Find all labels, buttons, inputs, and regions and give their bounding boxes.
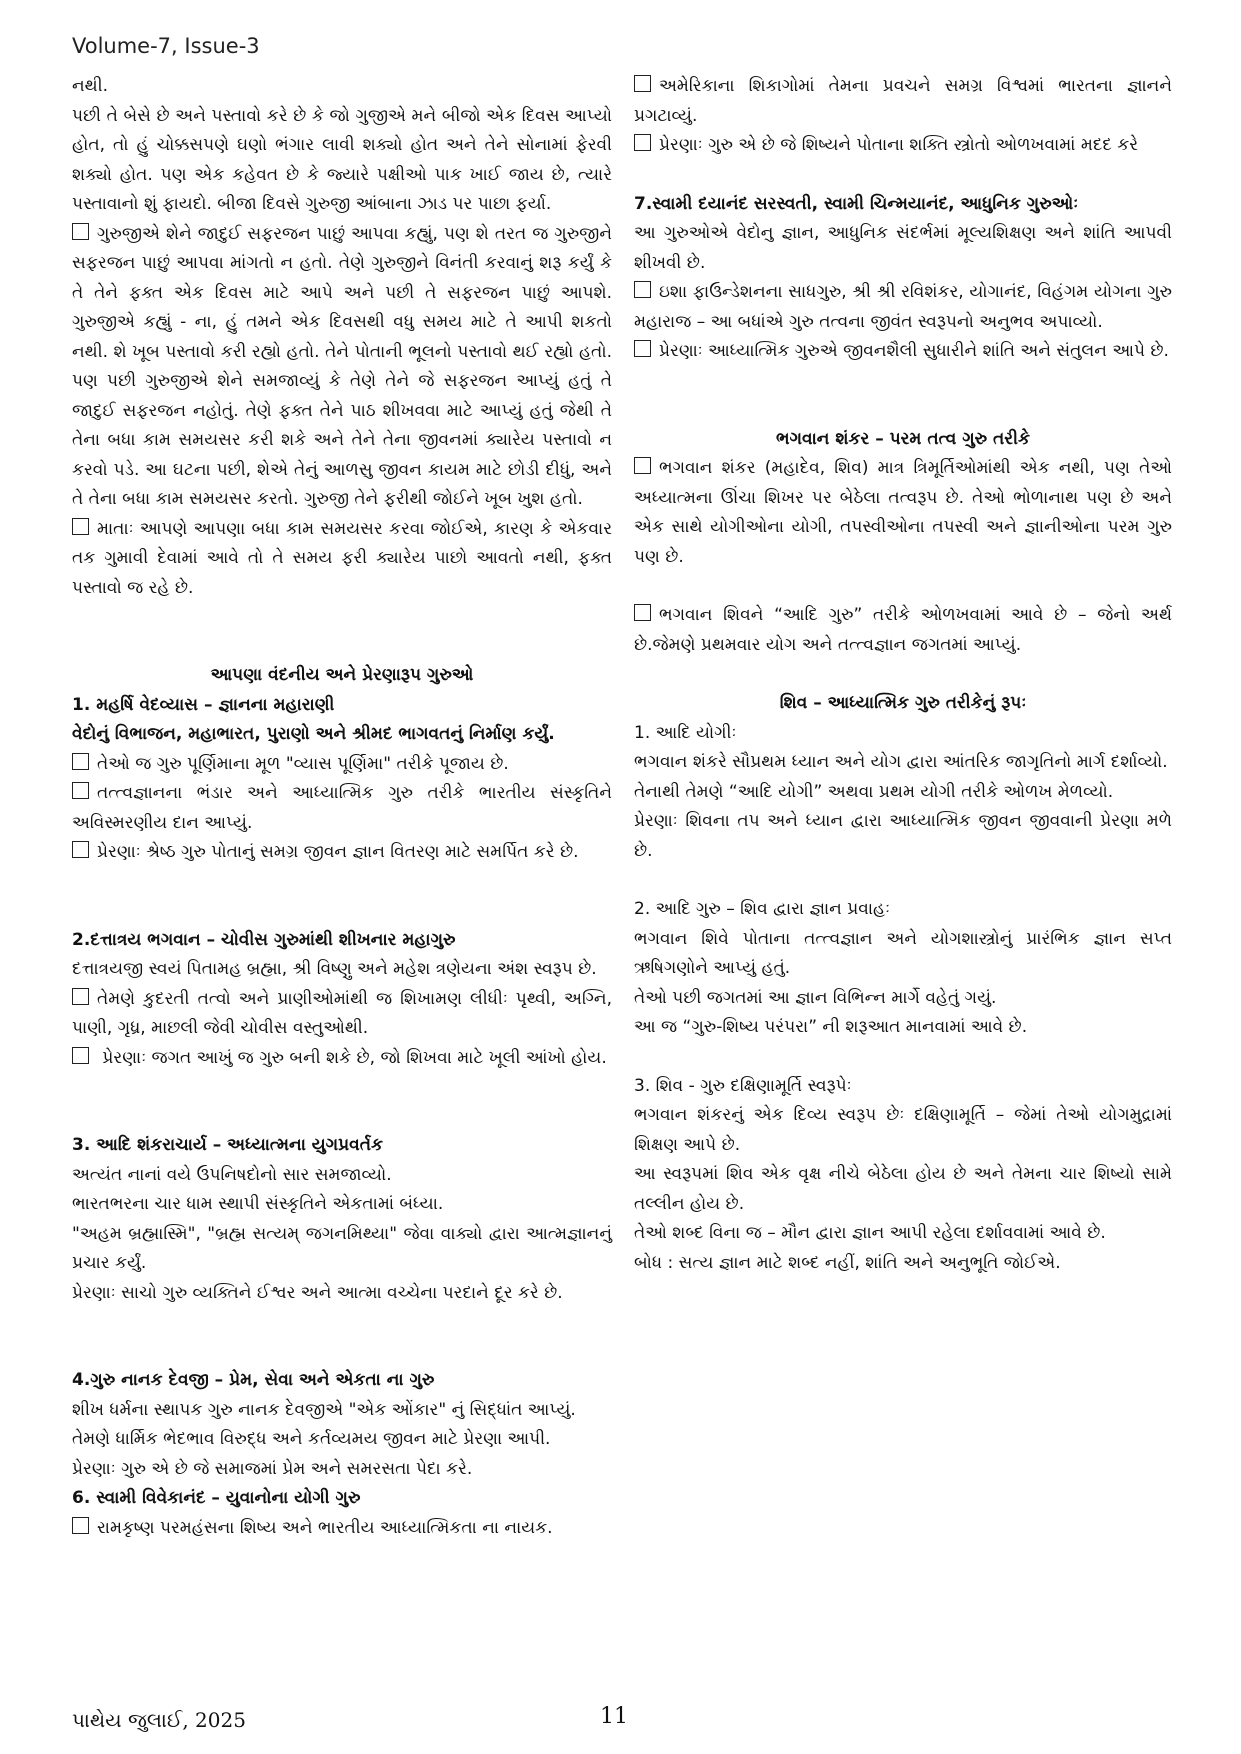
paragraph: આ સ્વરૂપમાં શિવ એક વૃક્ષ નીચે બેઠેલા હોય છે અને તેમના ચાર શિષ્યો સામે તલ્લીન હોય છે. (634, 1164, 1172, 1214)
paragraph: દત્તાત્રયજી સ્વયં પિતામહ બ્રહ્મા, શ્રી વિષ્ણુ અને મહેશ ત્રણેયના અંશ સ્વરૂપ છે. (72, 959, 597, 979)
paragraph: બોધ : સત્ય જ્ઞાન માટે શબ્દ નહીં, શાંતિ અને અનુભૂતિ જોઈએ. (634, 1252, 1061, 1273)
paragraph: 2. આદિ ગુરુ – શિવ દ્વારા જ્ઞાન પ્રવાહઃ (634, 899, 891, 919)
paragraph: અત્યંત નાનાં વયે ઉપનિષદોનો સાર સમજાવ્યો. (72, 1164, 392, 1185)
paragraph: ભારતભરના ચાર ધામ સ્થાપી સંસ્કૃતિને એકતામાં બંધ્યા. (72, 1194, 444, 1214)
right-column (634, 72, 1172, 1278)
page-number: 11 (600, 1704, 628, 1729)
subsection-heading: 1. મહર્ષિ વેદવ્યાસ – જ્ઞાનના મહારાણી (72, 694, 335, 715)
paragraph: નથી. (72, 76, 108, 96)
bullet-paragraph: અમેરિકાના શિકાગોમાં તેમના પ્રવચને સમગ્ર વિશ્વમાં ભારતના જ્ઞાનને પ્રગટાવ્યું. (634, 72, 1172, 131)
subsection-heading: 3. આદિ શંકરાચાર્ય – અધ્યાત્મના યુગપ્રવર્તક (72, 1135, 384, 1155)
subsection-heading: 6. સ્વામી વિવેકાનંદ – યુવાનોના યોગી ગુરુ (72, 1488, 361, 1508)
subsection-heading: 7.સ્વામી દયાનંદ સરસ્વતી, સ્વામી ચિન્મયાનંદ, આધુનિક ગુરુઓઃ (634, 193, 1079, 214)
paragraph: શીખ ધર્મના સ્થાપક ગુરુ નાનક દેવજીએ "એક ઓંકાર" નું સિદ્ધાંત આપ્યું. (72, 1399, 576, 1420)
paragraph: "અહમ બ્રહ્માસ્મિ", "બ્રહ્મ સત્યમ્ જગનમિથ્યા" જેવા વાક્યો દ્વારા આત્મજ્ઞાનનું પ્રચાર કર્યું. (72, 1223, 612, 1273)
paragraph: તેનાથી તેમણે “આદિ યોગી” અથવા પ્રથમ યોગી તરીકે ઓળખ મેળવ્યો. (634, 781, 1114, 802)
bullet-paragraph: પ્રેરણાઃ શ્રેષ્ઠ ગુરુ પોતાનું સમગ્ર જીવન જ્ઞાન વિતરણ માટે સમર્પિત કરે છે. (72, 838, 612, 868)
bullet-paragraph: પ્રેરણાઃ આધ્યાત્મિક ગુરુએ જીવનશૈલી સુધારીને શાંતિ અને સંતુલન આપે છે. (634, 337, 1172, 367)
paragraph: તેમણે ધાર્મિક ભેદભાવ વિરુદ્ધ અને કર્તવ્યમય જીવન માટે પ્રેરણા આપી. (72, 1429, 551, 1449)
paragraph: પ્રેરણાઃ શિવના તપ અને ધ્યાન દ્વારા આધ્યાત્મિક જીવન જીવવાની પ્રેરણા મળે છે. (634, 811, 1172, 861)
left-column (72, 72, 612, 1543)
paragraph: પછી તે બેસે છે અને પસ્તાવો કરે છે કે જો ગુજીએ મને બીજો એક દિવસ આપ્યો હોત, તો હું ચોક્કસપણે ઘણો ભંગાર લાવી શક્યો હોત અને તેને સોનામાં ફેરવી શક્યો હોત. પણ એક કહેવત છે કે જ્યારે પક્ષીઓ પાક ખાઈ જાય છે, ત્યારે પસ્તાવાનો શું ફાયદો. બીજા દિવસે ગુરુજી આંબાના ઝાડ પર પાછા ફર્યા. (72, 105, 612, 214)
paragraph: તેઓ પછી જગતમાં આ જ્ઞાન વિભિન્ન માર્ગે વહેતું ગયું. (634, 987, 997, 1008)
paragraph: તેઓ શબ્દ વિના જ – મૌન દ્વારા જ્ઞાન આપી રહેલા દર્શાવવામાં આવે છે. (634, 1223, 1106, 1243)
bullet-paragraph: ઇશા ફાઉન્ડેશનના સાધગુરુ, શ્રી શ્રી રવિશંકર, યોગાનંદ, વિહંગમ યોગના ગુરુ મહારાજ – આ બધાંએ ગુરુ તત્વના જીવંત સ્વરૂપનો અનુભવ અપાવ્યો. (634, 278, 1172, 337)
paragraph: 3. શિવ - ગુરુ દક્ષિણામૂર્તિ સ્વરૂપેઃ (634, 1075, 852, 1096)
paragraph: આ ગુરુઓએ વેદોનુ જ્ઞાન, આધુનિક સંદર્ભમાં મૂલ્યશિક્ષણ અને શાંતિ આપવી શીખવી છે. (634, 223, 1172, 273)
paragraph: પ્રેરણાઃ ગુરુ એ છે જે સમાજમાં પ્રેમ અને સમરસતા પેદા કરે. (72, 1458, 473, 1479)
volume-issue-header: Volume-7, Issue-3 (72, 34, 260, 58)
bullet-paragraph: પ્રેરણાઃ ગુરુ એ છે જે શિષ્યને પોતાના શક્તિ સ્ત્રોતો ઓળખવામાં મદદ કરે (634, 131, 1172, 161)
paragraph: આ જ “ગુરુ-શિષ્ય પરંપરા” ની શરૂઆત માનવામાં આવે છે. (634, 1017, 1028, 1037)
bullet-paragraph: તત્ત્વજ્ઞાનના ભંડાર અને આધ્યાત્મિક ગુરુ તરીકે ભારતીય સંસ્કૃતિને અવિસ્મરણીય દાન આપ્યું. (72, 779, 612, 838)
paragraph: ભગવાન શંકરનું એક દિવ્ય સ્વરૂપ છેઃ દક્ષિણામૂર્તિ – જેમાં તેઓ યોગમુદ્રામાં શિક્ષણ આપે છે. (634, 1105, 1172, 1155)
subsection-heading: 4.ગુરુ નાનક દેવજી – પ્રેમ, સેવા અને એકતા ના ગુરુ (72, 1370, 435, 1390)
paragraph: પ્રેરણાઃ સાચો ગુરુ વ્યક્તિને ઈશ્વર અને આત્મા વચ્ચેના પરદાને દૂર કરે છે. (72, 1282, 563, 1303)
section-heading: શિવ – આધ્યાત્મિક ગુરુ તરીકેનું રૂપઃ (779, 693, 1027, 713)
bullet-paragraph: રામકૃષ્ણ પરમહંસના શિષ્ય અને ભારતીય આધ્યાત્મિકતા ના નાયક. (72, 1514, 612, 1544)
bullet-paragraph: ભગવાન શંકર (મહાદેવ, શિવ) માત્ર ત્રિમૂર્તિઓમાંથી એક નથી, પણ તેઓ અધ્યાત્મના ઊંચા શિખર પર બેઠેલા તત્વરૂપ છે. તેઓ ભોળાનાથ પણ છે અને એક સાથે યોગીઓના યોગી, તપસ્વીઓના તપસ્વી અને જ્ઞાનીઓના પરમ ગુરુ પણ છે. (634, 454, 1172, 572)
section-heading: આપણા વંદનીય અને પ્રેરણારૂપ ગુરુઓ (210, 665, 474, 685)
bullet-paragraph: પ્રેરણાઃ જગત આખું જ ગુરુ બની શકે છે, જો શિખવા માટે ખૂલી આંખો હોય. (72, 1044, 612, 1074)
paragraph: ભગવાન શંકરે સૌપ્રથમ ધ્યાન અને યોગ દ્વારા આંતરિક જાગૃતિનો માર્ગ દર્શાવ્યો. (634, 752, 1168, 772)
paragraph: ભગવાન શિવે પોતાના તત્ત્વજ્ઞાન અને યોગશાસ્ત્રોનું પ્રારંભિક જ્ઞાન સપ્ત ઋષિગણોને આપ્યું હતું. (634, 928, 1172, 978)
subsection-heading: વેદોનું વિભાજન, મહાભારત, પુરાણો અને શ્રીમદ ભાગવતનું નિર્માણ કર્યું. (72, 724, 555, 744)
bullet-paragraph: ગુરુજીએ શેને જાદુઈ સફરજન પાછું આપવા કહ્યું, પણ શે તરત જ ગુરુજીને સફરજન પાછું આપવા માંગતો ન હતો. તેણે ગુરુજીને વિનંતી કરવાનું શરૂ કર્યું કે તે તેને ફક્ત એક દિવસ માટે આપે અને પછી તે સફરજન પાછું આપશે. ગુરુજીએ કહ્યું - ના, હું તમને એક દિવસથી વધુ સમય માટે તે આપી શકતો નથી. શે ખૂબ પસ્તાવો કરી રહ્યો હતો. તેને પોતાની ભૂલનો પસ્તાવો થઈ રહ્યો હતો. પણ પછી ગુરુજીએ શેને સમજાવ્યું કે તેણે તેને જે સફરજન આપ્યું હતું તે જાદુઈ સફરજન નહોતું. તેણે ફક્ત તેને પાઠ શીખવવા માટે આપ્યું હતું જેથી તે તેના બધા કામ સમયસર કરી શકે અને તેને તેના જીવનમાં ક્યારેય પસ્તાવો ન કરવો પડે. આ ઘટના પછી, શેએ તેનું આળસુ જીવન કાયમ માટે છોડી દીધું, અને તે તેના બધા કામ સમયસર કરતો. ગુરુજી તેને ફરીથી જોઈને ખૂબ ખુશ હતો. (72, 220, 612, 515)
bullet-paragraph: તેમણે કુદરતી તત્વો અને પ્રાણીઓમાંથી જ શિખામણ લીધીઃ પૃથ્વી, અગ્નિ, પાણી, ગૃધ્ર, માછલી જેવી ચોવીસ વસ્તુઓથી. (72, 985, 612, 1044)
subsection-heading: 2.દત્તાત્રય ભગવાન – ચોવીસ ગુરુમાંથી શીખનાર મહાગુરુ (72, 929, 456, 950)
bullet-paragraph: ભગવાન શિવને “આદિ ગુરુ” તરીકે ઓળખવામાં આવે છે – જેનો અર્થ છે.જેમણે પ્રથમવાર યોગ અને તત્ત્વજ્ઞાન જગતમાં આપ્યું. (634, 601, 1172, 660)
section-heading: ભગવાન શંકર – પરમ તત્વ ગુરુ તરીકે (776, 428, 1030, 449)
paragraph: 1. આદિ યોગીઃ (634, 722, 737, 743)
bullet-paragraph: માતાઃ આપણે આપણા બધા કામ સમયસર કરવા જોઈએ, કારણ કે એકવાર તક ગુમાવી દેવામાં આવે તો તે સમય ફરી ક્યારેય પાછો આવતો નથી, ફક્ત પસ્તાવો જ રહે છે. (72, 515, 612, 604)
footer-magazine-date: પાથેય જુલાઈ, 2025 (72, 1708, 246, 1732)
bullet-paragraph: તેઓ જ ગુરુ પૂર્ણિમાના મૂળ "વ્યાસ પૂર્ણિમા" તરીકે પૂજાય છે. (72, 750, 612, 780)
